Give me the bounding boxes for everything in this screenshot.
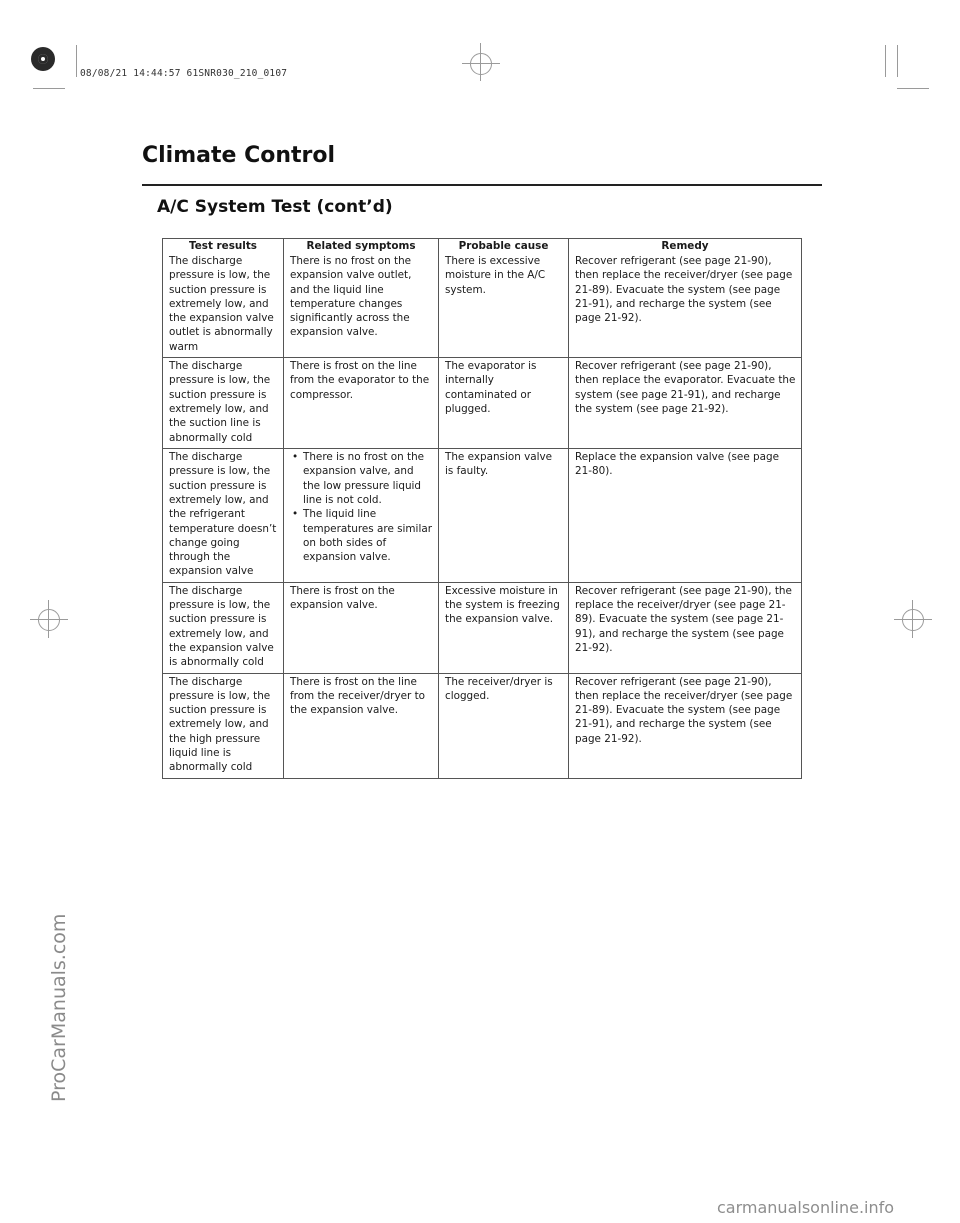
crop-mark: [76, 45, 77, 77]
crop-mark: [897, 88, 929, 89]
section-title: Climate Control: [142, 143, 336, 168]
cell-test-results: The discharge pressure is low, the suction pressure is extremely low, and the high pressure liquid line is abnormally cold: [163, 673, 284, 778]
registration-crosshair-line: [894, 619, 932, 620]
cell-test-results: The discharge pressure is low, the suction pressure is extremely low, and the refrigerant temperature doesn’t change going through the expansion valve: [163, 449, 284, 583]
crop-mark: [33, 88, 65, 89]
crop-mark: [885, 45, 886, 77]
cell-remedy: Recover refrigerant (see page 21-90), then replace the receiver/dryer (see page 21-89). Evacuate the system (see page 21-91), and recharge the system (see page 21-92).: [569, 673, 802, 778]
side-watermark-text: ProCarManuals.com: [48, 913, 70, 1102]
cell-symptoms: There is frost on the expansion valve.: [284, 582, 439, 673]
cell-probable-cause: The expansion valve is faulty.: [439, 449, 569, 583]
title-divider: [142, 184, 822, 186]
header-probable-cause: Probable cause: [439, 239, 569, 254]
cell-remedy: Replace the expansion valve (see page 21-80).: [569, 449, 802, 583]
registration-crosshair-line: [462, 63, 500, 64]
subsection-title: A/C System Test (cont’d): [157, 197, 393, 217]
side-watermark: [22, 842, 70, 1102]
cell-symptoms: There is no frost on the expansion valve outlet, and the liquid line temperature changes significantly across the expansion valve.: [284, 253, 439, 358]
cell-remedy: Recover refrigerant (see page 21-90), the replace the receiver/dryer (see page 21-89). Evacuate the system (see page 21-91), and recharge the system (see page 21-92).: [569, 582, 802, 673]
crop-mark: [897, 45, 898, 77]
registration-crosshair-icon: [902, 609, 924, 631]
registration-crosshair-line: [480, 43, 481, 81]
header-related-symptoms: Related symptoms: [284, 239, 439, 254]
symptom-list: [290, 450, 433, 564]
table-row: [163, 253, 802, 358]
registration-crosshair-line: [30, 619, 68, 620]
registration-crosshair-line: [912, 600, 913, 638]
table-row: [163, 358, 802, 449]
cell-test-results: The discharge pressure is low, the suction pressure is extremely low, and the expansion valve is abnormally cold: [163, 582, 284, 673]
cell-symptoms: [284, 449, 439, 583]
registration-bullseye-icon: [31, 47, 55, 71]
symptom-item: • There is no frost on the expansion valve, and the low pressure liquid line is not cold.: [303, 450, 433, 507]
table-header-row: [163, 239, 802, 254]
cell-probable-cause: The evaporator is internally contaminated or plugged.: [439, 358, 569, 449]
table-row: [163, 449, 802, 583]
footer-watermark: carmanualsonline.info: [717, 1198, 895, 1217]
registration-crosshair-icon: [470, 53, 492, 75]
table-row: [163, 582, 802, 673]
cell-test-results: The discharge pressure is low, the suction pressure is extremely low, and the expansion valve outlet is abnormally warm: [163, 253, 284, 358]
ac-system-test-table: [162, 238, 802, 779]
cell-remedy: Recover refrigerant (see page 21-90), then replace the evaporator. Evacuate the system (see page 21-91), and recharge the system (see page 21-92).: [569, 358, 802, 449]
header-test-results: Test results: [163, 239, 284, 254]
print-stamp: 08/08/21 14:44:57 61SNR030_210_0107: [80, 68, 288, 79]
table-row: [163, 673, 802, 778]
cell-test-results: The discharge pressure is low, the suction pressure is extremely low, and the suction line is abnormally cold: [163, 358, 284, 449]
symptom-item: • The liquid line temperatures are similar on both sides of expansion valve.: [303, 507, 433, 564]
cell-probable-cause: There is excessive moisture in the A/C system.: [439, 253, 569, 358]
cell-symptoms: There is frost on the line from the receiver/dryer to the expansion valve.: [284, 673, 439, 778]
cell-probable-cause: Excessive moisture in the system is freezing the expansion valve.: [439, 582, 569, 673]
cell-probable-cause: The receiver/dryer is clogged.: [439, 673, 569, 778]
cell-symptoms: There is frost on the line from the evaporator to the compressor.: [284, 358, 439, 449]
header-remedy: Remedy: [569, 239, 802, 254]
cell-remedy: Recover refrigerant (see page 21-90), then replace the receiver/dryer (see page 21-89). Evacuate the system (see page 21-91), and recharge the system (see page 21-92).: [569, 253, 802, 358]
registration-crosshair-icon: [38, 609, 60, 631]
registration-crosshair-line: [48, 600, 49, 638]
